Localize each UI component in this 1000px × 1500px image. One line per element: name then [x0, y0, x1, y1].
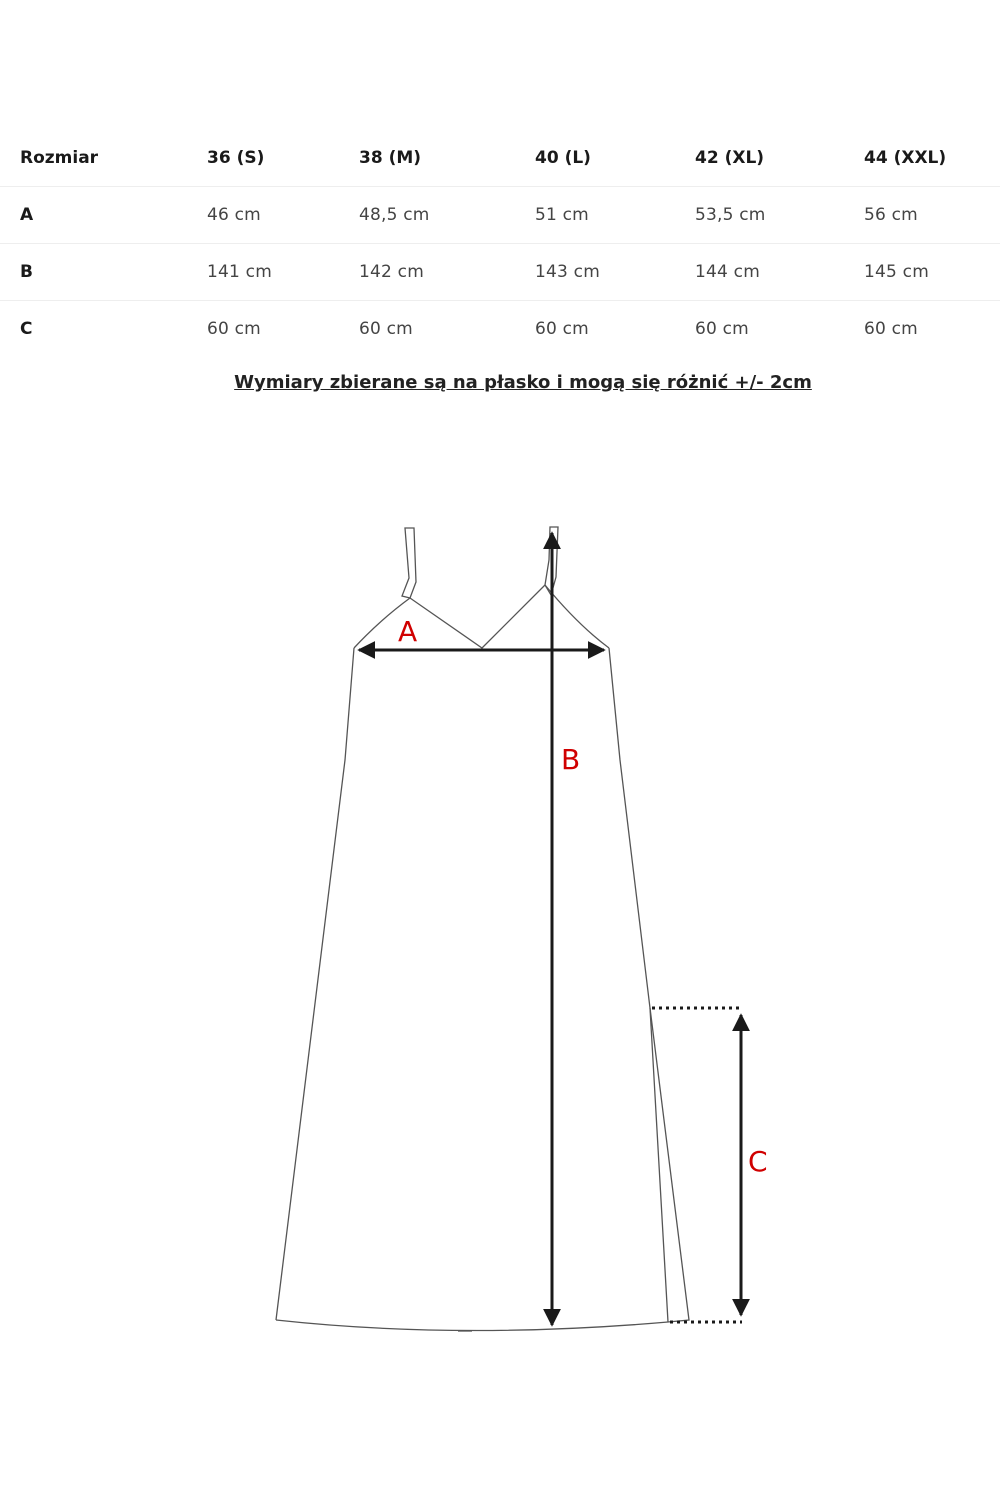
header-cell: Rozmiar [20, 148, 99, 168]
header-cell: 42 (XL) [695, 148, 765, 168]
table-cell: 143 cm [535, 244, 695, 301]
row-label: B [0, 244, 207, 301]
table-cell: 56 cm [864, 187, 1000, 244]
header-cell: 36 (S) [207, 148, 265, 168]
table-cell: 60 cm [864, 301, 1000, 358]
table-cell: 145 cm [864, 244, 1000, 301]
table-cell: 142 cm [359, 244, 535, 301]
header-cell: 44 (XXL) [864, 148, 947, 168]
header-cell: 40 (L) [535, 148, 591, 168]
label-b: B [561, 743, 581, 776]
table-cell: 60 cm [207, 301, 359, 358]
dress-outline [276, 527, 689, 1331]
table-cell: 60 cm [695, 301, 864, 358]
table-cell: 60 cm [359, 301, 535, 358]
row-label: A [0, 187, 207, 244]
measurement-note: Wymiary zbierane są na płasko i mogą się różnić +/- 2cm [234, 372, 812, 393]
table-cell: 141 cm [207, 244, 359, 301]
table-cell: 53,5 cm [695, 187, 864, 244]
table-cell: 60 cm [535, 301, 695, 358]
table-cell: 144 cm [695, 244, 864, 301]
measurement-arrows [359, 533, 741, 1325]
table-cell: 51 cm [535, 187, 695, 244]
table-cell: 46 cm [207, 187, 359, 244]
label-a: A [398, 615, 418, 648]
header-cell: 38 (M) [359, 148, 422, 168]
table-cell: 48,5 cm [359, 187, 535, 244]
label-c: C [748, 1145, 768, 1178]
row-label: C [0, 301, 207, 358]
